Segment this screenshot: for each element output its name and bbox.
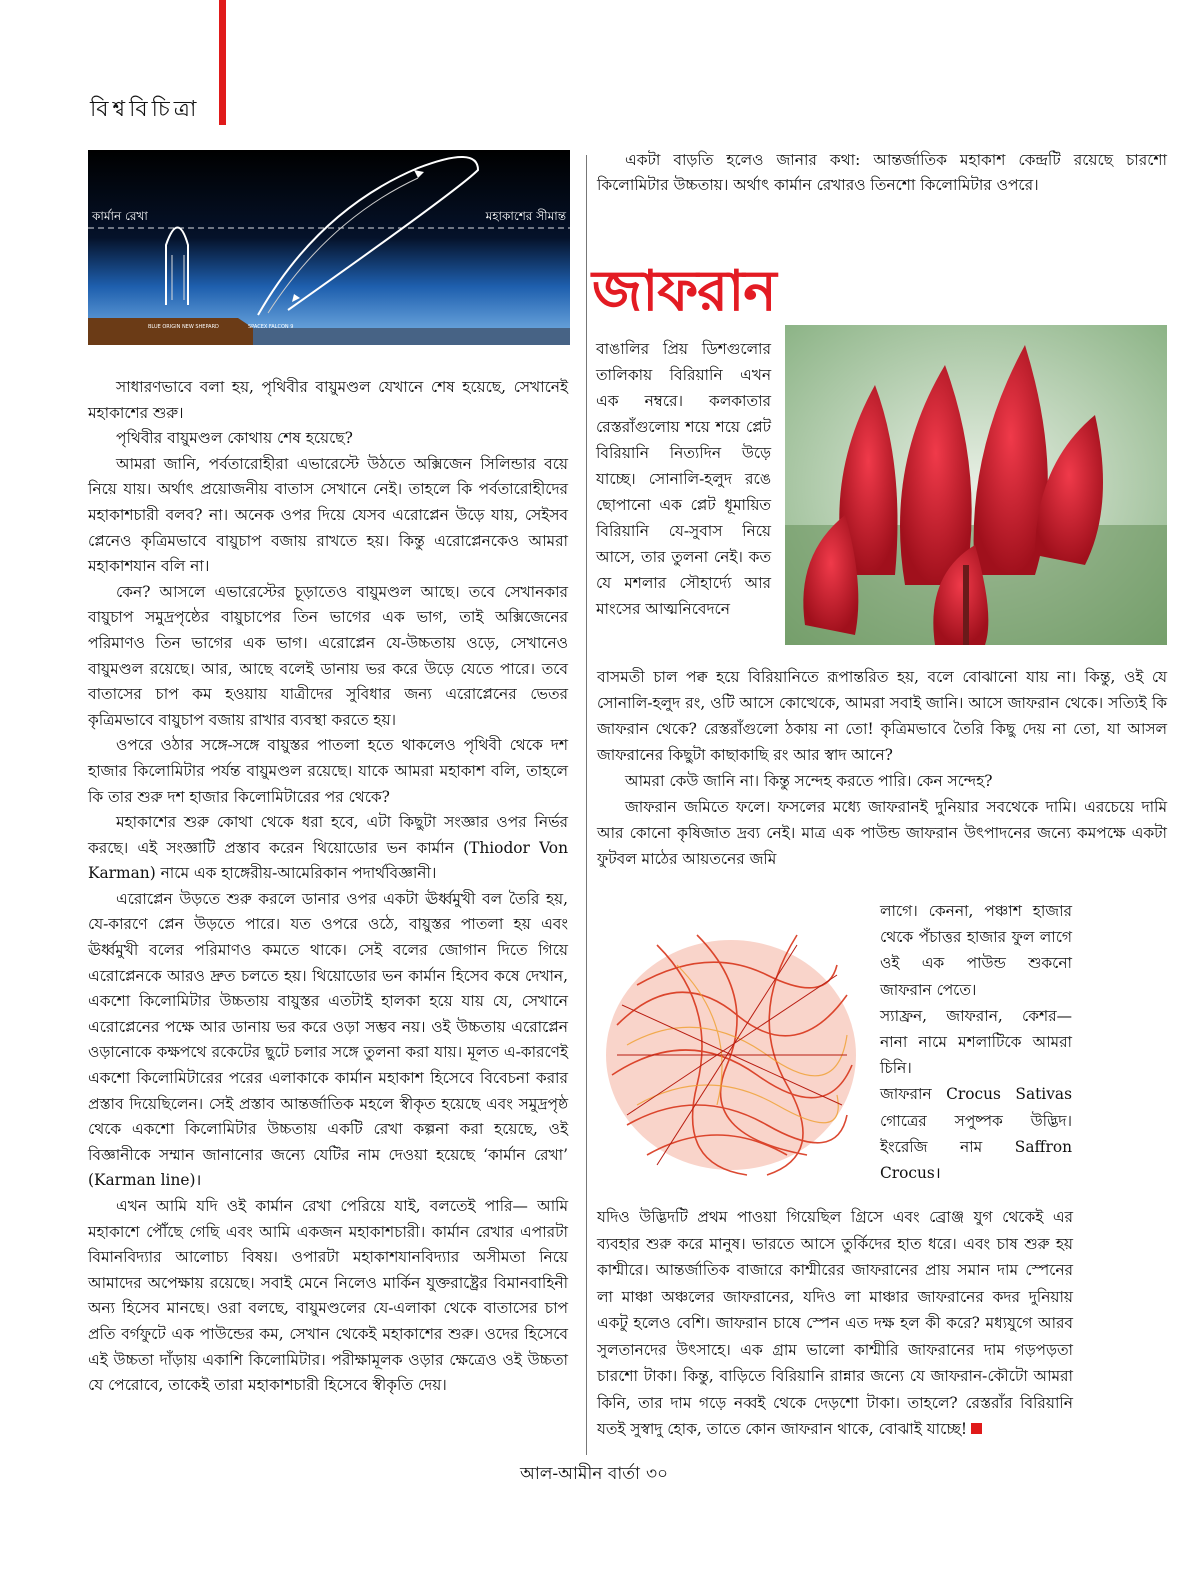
paragraph: পৃথিবীর বায়ুমণ্ডল কোথায় শেষ হয়েছে? bbox=[116, 429, 353, 448]
sky-background bbox=[88, 150, 570, 345]
paragraph: আমরা কেউ জানি না। কিন্তু সন্দেহ করতে পারি। কেন সন্দেহ? bbox=[625, 772, 993, 790]
right-full-text-1 bbox=[597, 664, 1167, 872]
red-plant-photo bbox=[785, 325, 1167, 645]
right-intro bbox=[597, 148, 1167, 198]
paragraph: সাধারণভাবে বলা হয়, পৃথিবীর বায়ুমণ্ডল যেখানে শেষ হয়েছে, সেখানেই মহাকাশের শুরু। bbox=[88, 378, 568, 422]
paragraph: এখন আমি যদি ওই কার্মান রেখা পেরিয়ে যাই, বলতেই পারি— আমি মহাকাশে পৌঁছে গেছি এবং আমি একজন মহাকাশচারী। কার্মান রেখার এপারটা বিমানবিদ্যার আলোচ্য বিষয়। ওপারটা মহাকাশযানবিদ্যার অসীমতা নিয়ে আমাদের অপেক্ষায় রয়েছে। সবাই মেনে নিলেও মার্কিন যুক্তরাষ্ট্রের বিমানবাহিনী অন্য হিসেব মানছে। ওরা বলছে, বায়ুমণ্ডলের যে-এলাকা থেকে বাতাসের চাপ প্রতি বর্গফুটে এক পাউন্ডের কম, সেখান থেকেই মহাকাশের শুরু। ওদের হিসেবে এই উচ্চতা দাঁড়ায় একাশি কিলোমিটার। পরীক্ষামূলক ওড়ার ক্ষেত্রেও ওই উচ্চতা যে পেরোবে, তাকেই তারা মহাকাশচারী হিসেবে স্বীকৃতি দেয়। bbox=[88, 1197, 568, 1395]
paragraph: বাঙালির প্রিয় ডিশগুলোর তালিকায় বিরিয়ানি এখন এক নম্বরে। কলকাতার রেস্তরাঁগুলোয় শয়ে শয়ে প্লেট বিরিয়ানি নিত্যদিন উড়ে যাচ্ছে। সোনালি-হলুদ রঙে ছোপানো এক প্লেট ধূমায়িত বিরিয়ানি যে-সুবাস নিয়ে আসে, তার তুলনা নেই। কত যে মশলার সৌহার্দ্যে আর মাংসের আত্মনিবেদনে bbox=[596, 340, 771, 618]
paragraph: ওপরে ওঠার সঙ্গে-সঙ্গে বায়ুস্তর পাতলা হতে থাকলেও পৃথিবী থেকে দশ হাজার কিলোমিটার পর্যন্ত বায়ুমণ্ডল রয়েছে। যাকে আমরা মহাকাশ বলি, তাহলে কি তার শুরু দশ হাজার কিলোমিটারের পর থেকে? bbox=[88, 736, 568, 806]
footer bbox=[0, 1461, 1182, 1489]
article-title: জাফরান bbox=[592, 259, 776, 324]
header-red-bar bbox=[219, 0, 226, 125]
final-text: যদিও উদ্ভিদটি প্রথম পাওয়া গিয়েছিল গ্রিসে এবং ব্রোঞ্জ যুগ থেকেই এর ব্যবহার শুরু করে মানুষ। ভারতে আসে তুর্কিদের হাত ধরে। এবং চাষ শুরু হয় কাশ্মীরে। আন্তর্জাতিক বাজারে কাশ্মীরের জাফরানের প্রায় সমান দাম স্পেনের লা মাঞ্চা অঞ্চলের জাফরানের, যদিও লা মাঞ্চার জাফরানের কদর দুনিয়ায় একটু হলেও বেশি। জাফরান চাষে স্পেন এত দক্ষ হল কী করে? মধ্যযুগে আরব সুলতানদের উৎসাহে। এক গ্রাম ভালো কাশ্মীরি জাফরানের দাম গড়পড়তা চারশো টাকা। কিন্তু, বাড়িতে বিরিয়ানি রান্নার জন্যে যে জাফরান-কৌটো আমরা কিনি, তার দাম গড়ে নব্বই থেকে দেড়শো টাকা। তাহলে? রেস্তরাঁর বিরিয়ানি যতই সুস্বাদু হোক, তাতে কোন জাফরান থাকে, বোঝাই যাচ্ছে! bbox=[597, 1208, 1073, 1438]
end-mark-icon bbox=[971, 1423, 982, 1434]
label-karman-line: কার্মান রেখা bbox=[92, 209, 148, 223]
paragraph: স্যাফ্রন, জাফরান, কেশর— নানা নামে মশলাটিকে আমরা চিনি। bbox=[880, 1006, 1072, 1078]
red-plant-svg bbox=[785, 325, 1167, 645]
karman-line-diagram bbox=[88, 150, 570, 345]
right-saffron-side-text bbox=[880, 898, 1072, 1186]
saffron-photo bbox=[597, 905, 865, 1195]
right-full-text-2 bbox=[597, 1204, 1073, 1443]
column-divider bbox=[586, 155, 587, 1455]
sea bbox=[253, 328, 570, 345]
page-number: ৩০ bbox=[645, 1464, 669, 1484]
paragraph: জাফরান জমিতে ফলে। ফসলের মধ্যে জাফরানই দুনিয়ার সবথেকে দামি। এরচেয়ে দামি আর কোনো কৃষিজাত দ্রব্য নেই। মাত্র এক পাউন্ড জাফরান উৎপাদনের জন্যে কমপক্ষে একটা ফুটবল মাঠের আয়তনের জমি bbox=[597, 798, 1167, 868]
label-spacex: SPACEX FALCON 9 bbox=[248, 324, 294, 330]
diagram-svg bbox=[88, 150, 570, 345]
label-blue-origin: BLUE ORIGIN NEW SHEPARD bbox=[148, 324, 219, 330]
paragraph: জাফরান Crocus Sativas গোত্রের সপুষ্পক উদ্ভিদ। ইংরেজি নাম Saffron Crocus। bbox=[880, 1085, 1072, 1183]
paragraph: আমরা জানি, পর্বতারোহীরা এভারেস্টে উঠতে অক্সিজেন সিলিন্ডার বয়ে নিয়ে যায়। অর্থাৎ প্রয়োজনীয় বাতাস সেখানে নেই। তাহলে কি পর্বতারোহীদের মহাকাশচারী বলব? না। অনেক ওপর দিয়ে যেসব এরোপ্লেন উড়ে যায়, সেইসব প্লেনেও কৃত্রিমভাবে বায়ুচাপ বজায় রাখতে হয়। কিন্তু এরোপ্লেনকেও আমরা মহাকাশযান বলি না। bbox=[88, 454, 568, 576]
paragraph: লাগে। কেননা, পঞ্চাশ হাজার থেকে পঁচাত্তর হাজার ফুল লাগে ওই এক পাউন্ড শুকনো জাফরান পেতে। bbox=[880, 902, 1072, 999]
section-title: বিশ্ববিচিত্রা bbox=[90, 97, 201, 122]
magazine-name: আল-আমীন বার্তা bbox=[519, 1464, 640, 1484]
right-narrow-text bbox=[596, 336, 771, 622]
paragraph: বাসমতী চাল পক্ব হয়ে বিরিয়ানিতে রূপান্তরিত হয়, বলে বোঝানো যায় না। কিন্তু, ওই যে সোনালি-হলুদ রং, ওটি আসে কোত্থেকে, আমরা সবাই জানি। আসে জাফরান থেকে। সত্যিই কি জাফরান থেকে? রেস্তরাঁগুলো ঠকায় না তো! কৃত্রিমভাবে তৈরি কিছু দেয় না তো, যা আসল জাফরানের কিছুটা কাছাকাছি রং আর স্বাদ আনে? bbox=[597, 668, 1167, 764]
paragraph: একটা বাড়তি হলেও জানার কথা: আন্তর্জাতিক মহাকাশ কেন্দ্রটি রয়েছে চারশো কিলোমিটার উচ্চতায়। অর্থাৎ কার্মান রেখারও তিনশো কিলোমিটার ওপরে। bbox=[597, 151, 1167, 195]
left-column bbox=[88, 375, 568, 1399]
paragraph: এরোপ্লেন উড়তে শুরু করলে ডানার ওপর একটা ঊর্ধ্বমুখী বল তৈরি হয়, যে-কারণে প্লেন উড়তে পারে। যত ওপরে ওঠে, বায়ুস্তর পাতলা হয় এবং ঊর্ধ্বমুখী বলের পরিমাণও কমতে থাকে। সেই বলের জোগান দিতে গিয়ে এরোপ্লেনকে আরও দ্রুত চলতে হয়। থিয়োডোর ভন কার্মান হিসেব কষে দেখান, একশো কিলোমিটার উচ্চতায় বায়ুস্তর এতটাই হালকা হয়ে যায় যে, সেখানে এরোপ্লেনের পক্ষে আর ডানায় ভর করে ওড়া সম্ভব নয়। ওই উচ্চতায় এরোপ্লেন ওড়ানোকে কক্ষপথে রকেটের ছুটে চলার সঙ্গে তুলনা করা যায়। মূলত এ-কারণেই একশো কিলোমিটারের পরের এলাকাকে কার্মান মহাকাশ হিসেবে বিবেচনা করার প্রস্তাব দিয়েছিলেন। সেই প্রস্তাব আন্তর্জাতিক মহলে স্বীকৃত হয়েছে এবং সমুদ্রপৃষ্ঠ থেকে একশো কিলোমিটার উচ্চতায় একটি রেখা কল্পনা করা হয়েছে, ওই বিজ্ঞানীকে সম্মান জানানোর জন্যে যেটির নাম দেওয়া হয়েছে ‘কার্মান রেখা’ (Karman line)। bbox=[88, 889, 568, 1190]
label-space-limit: মহাকাশের সীমান্ত bbox=[485, 209, 566, 223]
paragraph: কেন? আসলে এভারেস্টের চূড়াতেও বায়ুমণ্ডল আছে। তবে সেখানকার বায়ুচাপ সমুদ্রপৃষ্ঠের বায়ুচাপের তিন ভাগের এক ভাগ, তাই অক্সিজেনের পরিমাণও তিন ভাগের এক ভাগ। এরোপ্লেন যে-উচ্চতায় ওড়ে, সেখানেও বায়ুমণ্ডল রয়েছে। আর, আছে বলেই ডানায় ভর করে উড়ে যেতে পারে। তবে বাতাসের চাপ কম হওয়ায় যাত্রীদের সুবিধার জন্য এরোপ্লেনের ভেতর কৃত্রিমভাবে বায়ুচাপ বজায় রাখার ব্যবস্থা করতে হয়। bbox=[88, 582, 568, 729]
paragraph bbox=[597, 1204, 1073, 1443]
paragraph: মহাকাশের শুরু কোথা থেকে ধরা হবে, এটা কিছুটা সংজ্ঞার ওপর নির্ভর করছে। এই সংজ্ঞাটি প্রস্তাব করেন থিয়োডোর ভন কার্মান (Thiodor Von Karman) নামে এক হাঙ্গেরীয়-আমেরিকান পদার্থবিজ্ঞানী। bbox=[88, 813, 568, 883]
saffron-svg bbox=[597, 905, 865, 1195]
